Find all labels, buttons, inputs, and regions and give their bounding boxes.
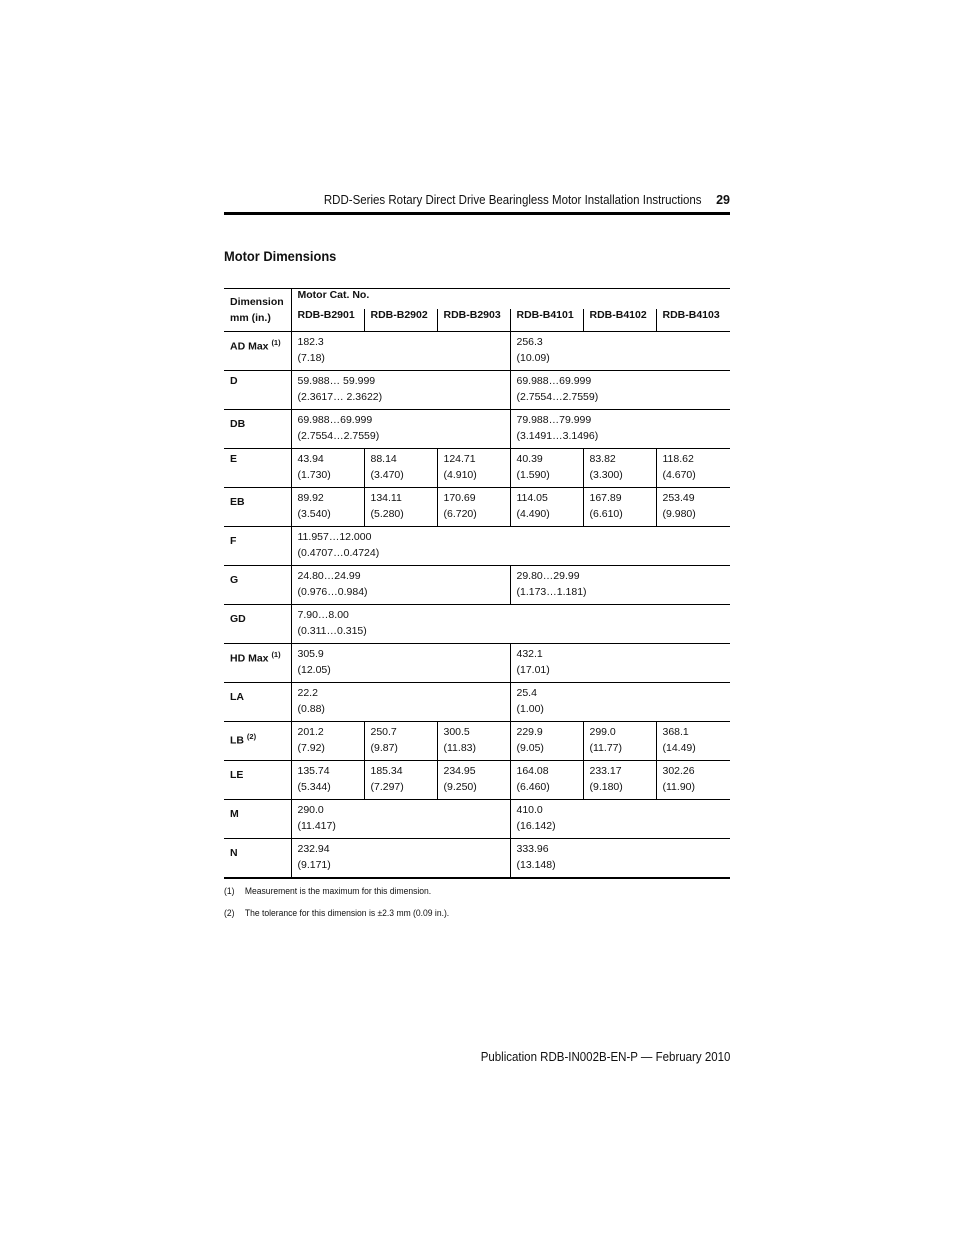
imperial-value: (9.250) bbox=[443, 780, 477, 793]
metric-value: 29.80…29.99 bbox=[516, 570, 580, 582]
imperial-value: (7.18) bbox=[297, 351, 325, 364]
value-cell bbox=[656, 761, 730, 800]
dimension-name: G bbox=[230, 574, 239, 586]
imperial-value: (0.88) bbox=[297, 702, 325, 715]
column-header: RDB-B2902 bbox=[364, 309, 437, 332]
value-cell bbox=[656, 722, 730, 761]
metric-value: 256.3 bbox=[516, 336, 543, 348]
footnote-ref: (2) bbox=[246, 732, 257, 741]
value-cell bbox=[656, 449, 730, 488]
value-cell bbox=[291, 410, 510, 449]
value-cell bbox=[510, 761, 583, 800]
metric-value: 69.988…69.999 bbox=[516, 375, 592, 387]
value-cell bbox=[291, 527, 730, 566]
value-cell bbox=[291, 722, 364, 761]
imperial-value: (0.4707…0.4724) bbox=[297, 546, 380, 559]
imperial-value: (0.311…0.315) bbox=[297, 624, 367, 637]
imperial-value: (9.87) bbox=[370, 741, 398, 754]
dimension-name: D bbox=[230, 375, 238, 387]
imperial-value: (1.00) bbox=[516, 702, 544, 715]
metric-value: 234.95 bbox=[443, 765, 476, 777]
imperial-value: (2.3617… 2.3622) bbox=[297, 390, 383, 403]
metric-value: 302.26 bbox=[662, 765, 695, 777]
imperial-value: (11.417) bbox=[297, 819, 336, 832]
dimension-label bbox=[224, 566, 291, 605]
imperial-value: (4.670) bbox=[662, 468, 696, 481]
dimension-label bbox=[224, 839, 291, 878]
imperial-value: (1.173…1.181) bbox=[516, 585, 587, 598]
header-title: RDD-Series Rotary Direct Drive Bearingless Motor Installation Instructions bbox=[324, 193, 702, 207]
value-cell bbox=[291, 683, 510, 722]
page-header bbox=[224, 189, 730, 215]
column-header: RDB-B2903 bbox=[437, 309, 510, 332]
table-row bbox=[224, 488, 730, 527]
dimension-name: M bbox=[230, 808, 239, 820]
metric-value: 124.71 bbox=[443, 453, 476, 465]
metric-value: 83.82 bbox=[589, 453, 616, 465]
column-header: RDB-B4102 bbox=[583, 309, 656, 332]
table-row bbox=[224, 644, 730, 683]
dimension-label bbox=[224, 761, 291, 800]
table-row bbox=[224, 605, 730, 644]
imperial-value: (12.05) bbox=[297, 663, 331, 676]
value-cell bbox=[291, 332, 510, 371]
metric-value: 69.988…69.999 bbox=[297, 414, 373, 426]
value-cell bbox=[583, 488, 656, 527]
table-row bbox=[224, 449, 730, 488]
metric-value: 7.90…8.00 bbox=[297, 609, 349, 621]
imperial-value: (4.490) bbox=[516, 507, 550, 520]
column-header-row bbox=[224, 309, 730, 332]
value-cell bbox=[583, 722, 656, 761]
metric-value: 432.1 bbox=[516, 648, 543, 660]
group-header: Motor Cat. No. bbox=[291, 289, 730, 310]
dimension-label bbox=[224, 722, 291, 761]
imperial-value: (11.77) bbox=[589, 741, 622, 754]
imperial-value: (9.171) bbox=[297, 858, 331, 871]
dimension-label bbox=[224, 800, 291, 839]
dimension-name: N bbox=[230, 847, 238, 859]
imperial-value: (3.470) bbox=[370, 468, 404, 481]
value-cell bbox=[291, 566, 510, 605]
value-cell bbox=[364, 722, 437, 761]
imperial-value: (11.83) bbox=[443, 741, 476, 754]
metric-value: 333.96 bbox=[516, 843, 549, 855]
dimension-name: EB bbox=[230, 496, 245, 508]
imperial-value: (0.976…0.984) bbox=[297, 585, 368, 598]
metric-value: 229.9 bbox=[516, 726, 543, 738]
table-row bbox=[224, 527, 730, 566]
value-cell bbox=[364, 449, 437, 488]
imperial-value: (6.610) bbox=[589, 507, 623, 520]
value-cell bbox=[510, 371, 730, 410]
value-cell bbox=[437, 488, 510, 527]
imperial-value: (13.148) bbox=[516, 858, 556, 871]
imperial-value: (9.180) bbox=[589, 780, 623, 793]
value-cell bbox=[656, 488, 730, 527]
value-cell bbox=[510, 722, 583, 761]
metric-value: 305.9 bbox=[297, 648, 324, 660]
section-title: Motor Dimensions bbox=[224, 248, 337, 264]
metric-value: 89.92 bbox=[297, 492, 324, 504]
value-cell bbox=[583, 761, 656, 800]
footnote-1 bbox=[224, 886, 431, 896]
value-cell bbox=[291, 644, 510, 683]
value-cell bbox=[510, 566, 730, 605]
metric-value: 185.34 bbox=[370, 765, 403, 777]
metric-value: 79.988…79.999 bbox=[516, 414, 592, 426]
imperial-value: (5.280) bbox=[370, 507, 404, 520]
motor-dimensions-table bbox=[224, 288, 730, 879]
value-cell bbox=[291, 605, 730, 644]
metric-value: 253.49 bbox=[662, 492, 695, 504]
value-cell bbox=[364, 761, 437, 800]
column-header: RDB-B4103 bbox=[656, 309, 730, 332]
metric-value: 290.0 bbox=[297, 804, 324, 816]
imperial-value: (3.300) bbox=[589, 468, 623, 481]
dimension-name: HD Max bbox=[230, 652, 269, 665]
footnote-number: (1) bbox=[224, 886, 235, 896]
metric-value: 182.3 bbox=[297, 336, 324, 348]
metric-value: 201.2 bbox=[297, 726, 324, 738]
metric-value: 232.94 bbox=[297, 843, 330, 855]
table-row bbox=[224, 332, 730, 371]
metric-value: 164.08 bbox=[516, 765, 549, 777]
dimension-name: GD bbox=[230, 613, 246, 625]
table-row bbox=[224, 800, 730, 839]
value-cell bbox=[510, 839, 730, 878]
dimension-label bbox=[224, 644, 291, 683]
dimension-label bbox=[224, 488, 291, 527]
metric-value: 11.957…12.000 bbox=[297, 531, 372, 543]
dimension-header-label: Dimension bbox=[230, 296, 284, 308]
dimension-label bbox=[224, 410, 291, 449]
imperial-value: (6.460) bbox=[516, 780, 550, 793]
imperial-value: (2.7554…2.7559) bbox=[516, 390, 599, 403]
dimension-name: DB bbox=[230, 418, 246, 430]
table-row bbox=[224, 839, 730, 878]
value-cell bbox=[291, 449, 364, 488]
metric-value: 24.80…24.99 bbox=[297, 570, 361, 582]
dimension-name: E bbox=[230, 453, 238, 465]
value-cell bbox=[510, 332, 730, 371]
footnote-text: Measurement is the maximum for this dimension. bbox=[244, 886, 432, 896]
metric-value: 368.1 bbox=[662, 726, 689, 738]
value-cell bbox=[510, 410, 730, 449]
table-row bbox=[224, 371, 730, 410]
imperial-value: (4.910) bbox=[443, 468, 477, 481]
metric-value: 59.988… 59.999 bbox=[297, 375, 376, 387]
metric-value: 88.14 bbox=[370, 453, 397, 465]
metric-value: 233.17 bbox=[589, 765, 622, 777]
footnote-2 bbox=[224, 908, 449, 918]
dimension-label bbox=[224, 332, 291, 371]
metric-value: 118.62 bbox=[662, 453, 694, 465]
table-row bbox=[224, 683, 730, 722]
value-cell bbox=[291, 488, 364, 527]
dimension-label bbox=[224, 605, 291, 644]
metric-value: 22.2 bbox=[297, 687, 318, 699]
dimension-label bbox=[224, 449, 291, 488]
value-cell bbox=[437, 722, 510, 761]
imperial-value: (14.49) bbox=[662, 741, 696, 754]
value-cell bbox=[364, 488, 437, 527]
imperial-value: (7.92) bbox=[297, 741, 325, 754]
value-cell bbox=[510, 644, 730, 683]
metric-value: 410.0 bbox=[516, 804, 543, 816]
imperial-value: (6.720) bbox=[443, 507, 477, 520]
imperial-value: (3.1491…3.1496) bbox=[516, 429, 599, 442]
metric-value: 299.0 bbox=[589, 726, 616, 738]
imperial-value: (1.730) bbox=[297, 468, 331, 481]
dimension-header-unit: mm (in.) bbox=[230, 312, 271, 324]
value-cell bbox=[437, 761, 510, 800]
dimension-header bbox=[224, 289, 291, 332]
metric-value: 167.89 bbox=[589, 492, 622, 504]
column-header: RDB-B2901 bbox=[291, 309, 364, 332]
imperial-value: (2.7554…2.7559) bbox=[297, 429, 380, 442]
metric-value: 250.7 bbox=[370, 726, 397, 738]
table-row bbox=[224, 410, 730, 449]
footnote-number: (2) bbox=[224, 908, 235, 918]
dimension-label bbox=[224, 371, 291, 410]
dimension-name: LB bbox=[230, 734, 244, 747]
imperial-value: (9.05) bbox=[516, 741, 544, 754]
dimension-name: F bbox=[230, 535, 237, 547]
footnote-ref: (1) bbox=[271, 650, 281, 659]
metric-value: 114.05 bbox=[516, 492, 548, 504]
dimension-name: AD Max bbox=[230, 340, 269, 353]
table-row bbox=[224, 566, 730, 605]
imperial-value: (7.297) bbox=[370, 780, 404, 793]
imperial-value: (11.90) bbox=[662, 780, 695, 793]
imperial-value: (17.01) bbox=[516, 663, 550, 676]
value-cell bbox=[437, 449, 510, 488]
metric-value: 170.69 bbox=[443, 492, 476, 504]
metric-value: 300.5 bbox=[443, 726, 470, 738]
dimension-name: LA bbox=[230, 691, 244, 703]
dimension-name: LE bbox=[230, 769, 244, 781]
imperial-value: (9.980) bbox=[662, 507, 696, 520]
value-cell bbox=[291, 371, 510, 410]
footnote-ref: (1) bbox=[271, 338, 281, 347]
value-cell bbox=[291, 839, 510, 878]
value-cell bbox=[510, 800, 730, 839]
value-cell bbox=[510, 488, 583, 527]
value-cell bbox=[583, 449, 656, 488]
imperial-value: (5.344) bbox=[297, 780, 331, 793]
table-row bbox=[224, 722, 730, 761]
imperial-value: (1.590) bbox=[516, 468, 550, 481]
value-cell bbox=[291, 761, 364, 800]
dimension-label bbox=[224, 683, 291, 722]
imperial-value: (16.142) bbox=[516, 819, 556, 832]
imperial-value: (10.09) bbox=[516, 351, 550, 364]
table-row bbox=[224, 761, 730, 800]
table-header-row bbox=[224, 289, 730, 310]
metric-value: 40.39 bbox=[516, 453, 543, 465]
metric-value: 135.74 bbox=[297, 765, 330, 777]
dimension-label bbox=[224, 527, 291, 566]
column-header: RDB-B4101 bbox=[510, 309, 583, 332]
imperial-value: (3.540) bbox=[297, 507, 331, 520]
metric-value: 25.4 bbox=[516, 687, 537, 699]
publication-footer: Publication RDB-IN002B-EN-P — February 2010 bbox=[480, 1050, 730, 1064]
page-number: 29 bbox=[716, 193, 730, 207]
value-cell bbox=[510, 683, 730, 722]
value-cell bbox=[510, 449, 583, 488]
metric-value: 43.94 bbox=[297, 453, 324, 465]
footnote-text: The tolerance for this dimension is ±2.3 mm (0.09 in.). bbox=[244, 908, 450, 918]
value-cell bbox=[291, 800, 510, 839]
metric-value: 134.11 bbox=[370, 492, 402, 504]
